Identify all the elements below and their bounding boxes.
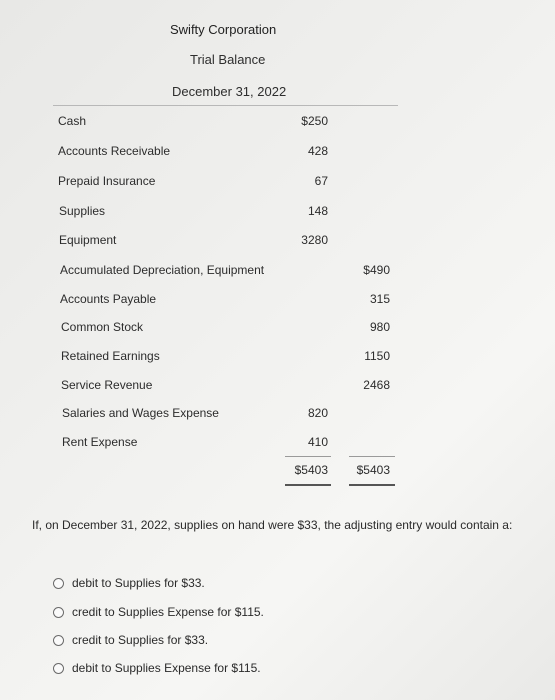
debit-amount: 410 [307,435,328,449]
table-row [0,114,555,134]
table-row [0,174,555,194]
header-divider [53,105,398,106]
radio-button[interactable] [53,635,64,646]
subtotal-rule-debit [285,456,331,457]
table-row [0,320,555,340]
option-label: debit to Supplies Expense for $115. [72,661,261,675]
account-name: Rent Expense [62,435,138,449]
question-text: If, on December 31, 2022, supplies on hand were $33, the adjusting entry would contain a: [32,518,513,532]
credit-amount: $490 [363,263,390,277]
option-label: credit to Supplies Expense for $115. [72,605,264,619]
debit-amount: 67 [314,174,328,188]
answer-option-a[interactable] [53,575,205,591]
credit-amount: 315 [369,292,390,306]
table-row [0,378,555,398]
statement-title: Trial Balance [190,52,266,67]
table-row [0,263,555,283]
radio-button[interactable] [53,607,64,618]
account-name: Accumulated Depreciation, Equipment [60,263,265,277]
account-name: Salaries and Wages Expense [62,406,219,420]
option-label: debit to Supplies for $33. [72,576,205,590]
debit-amount: 148 [307,204,328,218]
subtotal-rule-credit [349,456,395,457]
credit-amount: 2468 [363,378,390,392]
answer-option-d[interactable] [53,660,261,676]
debit-amount: 820 [307,406,328,420]
statement-date: December 31, 2022 [172,84,287,99]
table-row [0,435,555,455]
credit-amount: 980 [369,320,390,334]
account-name: Cash [58,114,87,128]
table-row [0,292,555,312]
option-label: credit to Supplies for $33. [72,633,209,647]
total-credit: $5403 [356,463,390,477]
answer-option-b[interactable] [53,604,264,620]
table-row [0,349,555,369]
credit-amount: 1150 [364,349,390,363]
account-name: Equipment [59,233,117,247]
debit-amount: 3280 [301,233,328,247]
account-name: Common Stock [61,320,144,334]
debit-amount: 428 [307,144,328,158]
account-name: Accounts Payable [60,292,157,306]
table-row [0,233,555,253]
answer-option-c[interactable] [53,632,208,648]
radio-button[interactable] [53,578,64,589]
table-row [0,406,555,426]
totals-row [0,463,555,483]
account-name: Service Revenue [61,378,153,392]
total-rule-debit [285,484,331,486]
account-name: Supplies [59,204,106,218]
debit-amount: $250 [301,114,328,128]
company-name: Swifty Corporation [170,22,277,37]
table-row [0,204,555,224]
account-name: Retained Earnings [61,349,160,363]
table-row [0,144,555,164]
account-name: Prepaid Insurance [58,174,156,188]
total-debit: $5403 [294,463,328,477]
account-name: Accounts Receivable [58,144,171,158]
radio-button[interactable] [53,663,64,674]
total-rule-credit [349,484,395,486]
